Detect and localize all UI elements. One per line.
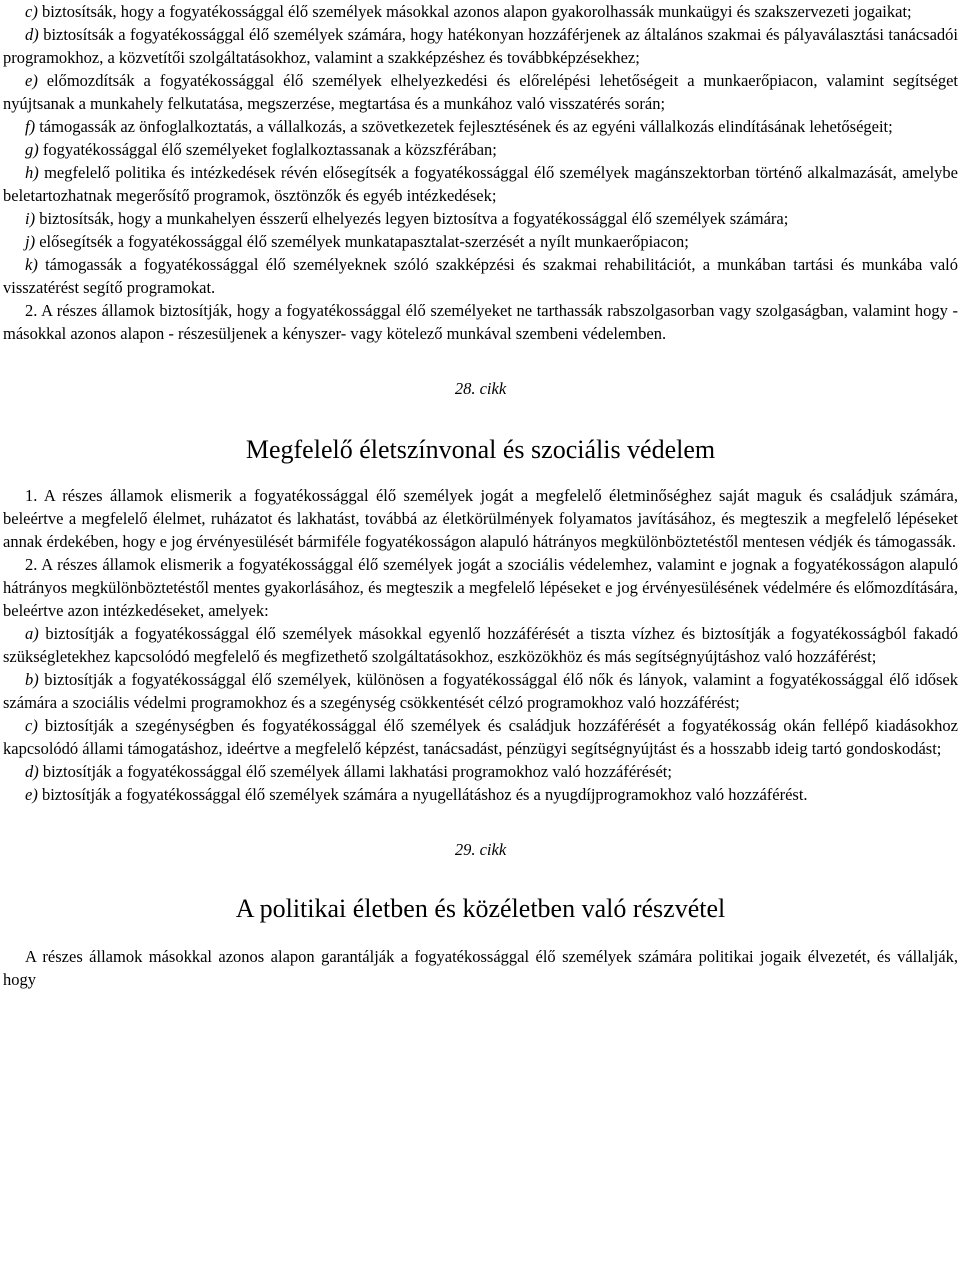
article-28-title: Megfelelő életszínvonal és szociális védelem <box>245 435 716 464</box>
item-text: biztosítsák, hogy a munkahelyen ésszerű elhelyezés legyen biztosítva a fogyatékossággal élő személyek számára; <box>35 209 789 228</box>
item-text: biztosítsák a fogyatékossággal élő személyek számára, hogy hatékonyan hozzáférjenek az általános szakmai és pályaválasztási tanácsadói programokhoz, a közvetítői szolgáltatásokhoz, valamint a szakképzéshez és továbbképzésekhez; <box>3 25 958 67</box>
item-text: támogassák az önfoglalkoztatás, a vállalkozás, a szövetkezetek fejlesztésének és az egyéni vállalkozás elindításának lehetőségeit; <box>35 117 893 136</box>
article-27-continuation <box>3 0 958 345</box>
list-item-a <box>3 622 958 668</box>
item-letter: j) <box>25 232 36 251</box>
list-item-c <box>3 0 958 23</box>
item-letter: h) <box>25 163 39 182</box>
list-item-j <box>3 230 958 253</box>
item-letter: c) <box>25 2 38 21</box>
list-item-h <box>3 161 958 207</box>
item-letter: c) <box>25 716 38 735</box>
article-28-body <box>3 484 958 806</box>
paragraph-2: 2. A részes államok biztosítják, hogy a fogyatékossággal élő személyeket ne tarthassák rabszolgasorban vagy szolgaságban, valamint hogy - másokkal azonos alapon - részesüljenek a kényszer- vagy kötelező munkával szembeni védelemben. <box>3 301 958 343</box>
item-text: előmozdítsák a fogyatékossággal élő személyek elhelyezkedési és előrelépési lehetőségeit a munkaerőpiacon, valamint segítséget nyújtsanak a munkahely felkutatása, megszerzése, megtartása és a munkához való visszatérés során; <box>3 71 958 113</box>
paragraph-1: A részes államok másokkal azonos alapon garantálják a fogyatékossággal élő személyek számára politikai jogaik élvezetét, és vállalják, hogy <box>3 947 958 989</box>
article-28-number: 28. cikk <box>454 379 507 398</box>
item-text: elősegítsék a fogyatékossággal élő személyek munkatapasztalat-szerzését a nyílt munkaerőpiacon; <box>35 232 689 251</box>
item-text: biztosítsák, hogy a fogyatékossággal élő személyek másokkal azonos alapon gyakorolhassák munkaügyi és szakszervezeti jogaikat; <box>37 2 912 21</box>
paragraph-2: 2. A részes államok elismerik a fogyatékossággal élő személyek jogát a szociális védelemhez, valamint e jognak a fogyatékosságon alapuló hátrányos megkülönböztetéstől mentes gyakorlásához, és megteszik a megfelelő lépéseket e jog érvényesülésének védelmére és előmozdítására, beleértve azon intézkedéseket, amelyek: <box>3 555 958 620</box>
item-text: megfelelő politika és intézkedések révén elősegítsék a fogyatékossággal élő személyek magánszektorban történő alkalmazását, amelybe beletartozhatnak megerősítő programok, ösztönzők és egyéb intézkedések; <box>3 163 958 205</box>
list-item-e <box>3 783 958 806</box>
list-item-f <box>3 115 958 138</box>
list-item-b <box>3 668 958 714</box>
item-letter: g) <box>25 140 39 159</box>
list-item-d <box>3 23 958 69</box>
item-text: biztosítják a fogyatékossággal élő személyek másokkal egyenlő hozzáférését a tiszta vízhez és biztosítják a fogyatékosságból fakadó szükségletekhez kapcsolódó megfelelő és megfizethető szolgáltatásokhoz, eszközökhöz és más segítségnyújtáshoz való hozzáférést; <box>3 624 958 666</box>
item-text: támogassák a fogyatékossággal élő személyeknek szóló szakképzési és szakmai rehabilitációt, a munkában tartási és munkába való visszatérést segítő programokat. <box>3 255 958 297</box>
item-letter: d) <box>25 25 39 44</box>
list-item-i <box>3 207 958 230</box>
item-letter: d) <box>25 762 39 781</box>
article-29-number: 29. cikk <box>454 840 507 859</box>
item-letter: e) <box>25 71 38 90</box>
list-item-g <box>3 138 958 161</box>
list-item-e <box>3 69 958 115</box>
item-letter: b) <box>25 670 39 689</box>
item-letter: f) <box>25 117 36 136</box>
item-text: biztosítják a fogyatékossággal élő személyek állami lakhatási programokhoz való hozzáférését; <box>38 762 672 781</box>
list-item-d <box>3 760 958 783</box>
list-item-c <box>3 714 958 760</box>
list-item-k <box>3 253 958 299</box>
article-29-body <box>3 945 958 991</box>
item-letter: k) <box>25 255 38 274</box>
paragraph-1: 1. A részes államok elismerik a fogyatékossággal élő személyek jogát a megfelelő életminőséghez saját maguk és családjuk számára, beleértve a megfelelő élelmet, ruházatot és lakhatást, továbbá az életkörülmények folyamatos javításához, és megteszik a megfelelő lépéseket annak érdekében, hogy e jog érvényesülését bármiféle fogyatékosságon alapuló hátrányos megkülönböztetéstől mentesen védjék és támogassák. <box>3 486 958 551</box>
item-letter: i) <box>25 209 36 228</box>
item-text: biztosítják a szegénységben és fogyatékossággal élő személyek és családjuk hozzáférését a fogyatékosság okán fellépő kiadásokhoz kapcsolódó állami támogatáshoz, ideértve a megfelelő képzést, tanácsadást, pénzügyi segítségnyújtást és a hosszabb ideig tartó gondoskodást; <box>3 716 958 758</box>
item-letter: a) <box>25 624 39 643</box>
item-text: fogyatékossággal élő személyeket foglalkoztassanak a közszférában; <box>38 140 497 159</box>
item-letter: e) <box>25 785 38 804</box>
item-text: biztosítják a fogyatékossággal élő személyek számára a nyugellátáshoz és a nyugdíjprogramokhoz való hozzáférést. <box>37 785 808 804</box>
item-text: biztosítják a fogyatékossággal élő személyek, különösen a fogyatékossággal élő nők és lányok, valamint a fogyatékossággal élő idősek számára a szociális védelmi programokhoz és a szegénység csökkentését célzó programokhoz való hozzáférést; <box>3 670 958 712</box>
article-29-title: A politikai életben és közéletben való részvétel <box>235 894 726 923</box>
